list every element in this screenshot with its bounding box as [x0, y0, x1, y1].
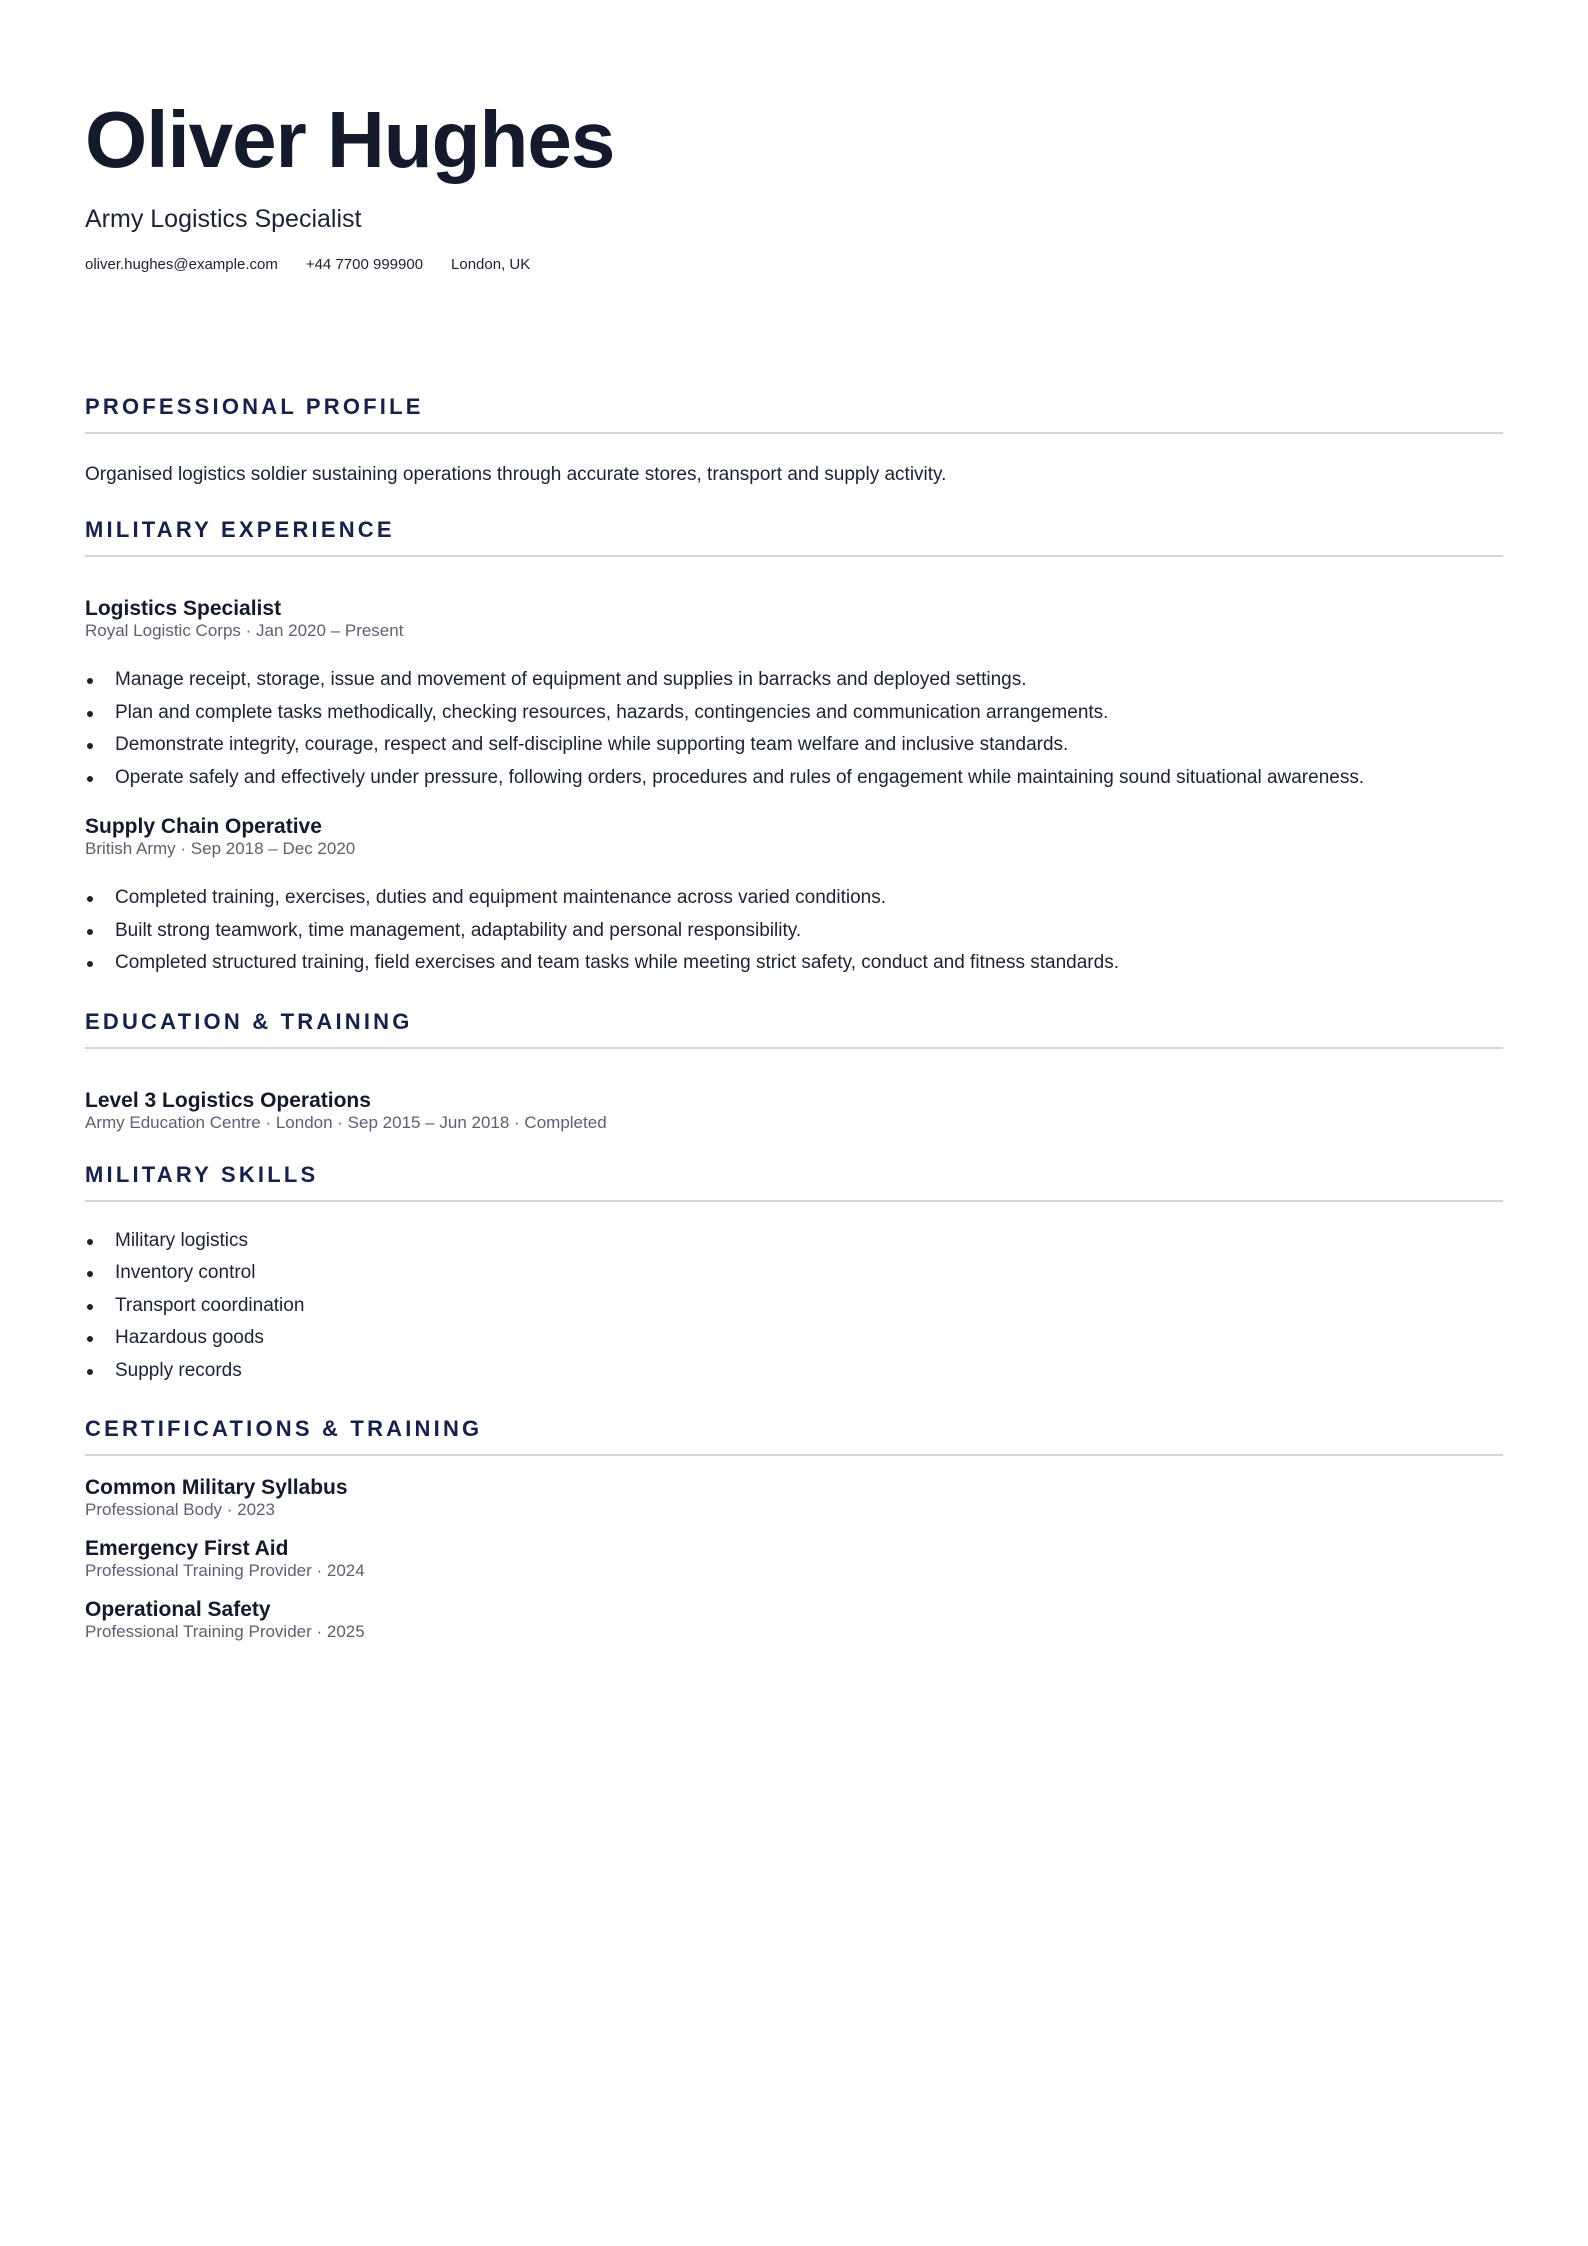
- experience-entry: [85, 597, 1503, 794]
- contact-location: London, UK: [451, 256, 531, 273]
- certification-entry: [85, 1598, 1503, 1642]
- skill-item: Hazardous goods: [85, 1322, 1503, 1355]
- job-bullet: Completed structured training, field exercises and team tasks while meeting strict safety, conduct and fitness standards.: [85, 947, 1503, 980]
- skill-item: Transport coordination: [85, 1290, 1503, 1323]
- profile-summary: Organised logistics soldier sustaining operations through accurate stores, transport and supply activity.: [85, 464, 947, 485]
- experience-section: [85, 516, 1503, 980]
- candidate-name: Oliver Hughes: [85, 95, 615, 184]
- certification-meta: Professional Body · 2023: [85, 1500, 275, 1519]
- job-bullet: Manage receipt, storage, issue and movement of equipment and supplies in barracks and deployed settings.: [85, 664, 1503, 697]
- qualification-meta: Army Education Centre · London · Sep 2015 – Jun 2018 · Completed: [85, 1112, 607, 1132]
- contact-phone[interactable]: +44 7700 999900: [305, 256, 424, 273]
- certification-name: Common Military Syllabus: [85, 1476, 348, 1499]
- resume-header: [85, 0, 1503, 275]
- candidate-headline: Army Logistics Specialist: [85, 205, 362, 233]
- skills-list: [85, 1225, 1503, 1388]
- job-bullet: Plan and complete tasks methodically, checking resources, hazards, contingencies and communication arrangements.: [85, 697, 1503, 730]
- section-title-education: EDUCATION & TRAINING: [85, 1008, 1503, 1049]
- job-bullet: Built strong teamwork, time management, adaptability and personal responsibility.: [85, 915, 1503, 948]
- education-section: [85, 1008, 1503, 1133]
- job-meta: British Army · Sep 2018 – Dec 2020: [85, 839, 356, 858]
- skill-item: Inventory control: [85, 1257, 1503, 1290]
- skill-item: Military logistics: [85, 1225, 1503, 1258]
- job-title: Supply Chain Operative: [85, 815, 322, 838]
- job-bullets: [85, 882, 1503, 980]
- certification-meta: Professional Training Provider · 2025: [85, 1622, 365, 1641]
- certification-meta: Professional Training Provider · 2024: [85, 1561, 365, 1580]
- experience-entry: [85, 815, 1503, 980]
- certifications-section: [85, 1415, 1503, 1642]
- qualification-name: Level 3 Logistics Operations: [85, 1088, 371, 1112]
- certification-name: Emergency First Aid: [85, 1537, 289, 1560]
- skill-item: Supply records: [85, 1355, 1503, 1388]
- certification-name: Operational Safety: [85, 1598, 271, 1621]
- certification-entry: [85, 1537, 1503, 1581]
- skills-section: [85, 1161, 1503, 1388]
- job-meta: Royal Logistic Corps · Jan 2020 – Present: [85, 621, 404, 640]
- job-bullet: Completed training, exercises, duties and equipment maintenance across varied conditions.: [85, 882, 1503, 915]
- certification-entry: [85, 1476, 1503, 1520]
- section-title-experience: MILITARY EXPERIENCE: [85, 516, 1503, 557]
- job-bullet: Demonstrate integrity, courage, respect and self-discipline while supporting team welfare and inclusive standards.: [85, 729, 1503, 762]
- job-bullets: [85, 664, 1503, 794]
- section-title-profile: PROFESSIONAL PROFILE: [85, 393, 1503, 434]
- job-title: Logistics Specialist: [85, 597, 282, 620]
- job-bullet: Operate safely and effectively under pressure, following orders, procedures and rules of engagement while maintaining sound situational awareness.: [85, 762, 1503, 795]
- contact-email[interactable]: oliver.hughes@example.com: [85, 256, 278, 273]
- contact-row: [85, 255, 1503, 275]
- section-title-certifications: CERTIFICATIONS & TRAINING: [85, 1415, 1503, 1456]
- education-entry: [85, 1089, 1503, 1133]
- profile-section: [85, 393, 1503, 488]
- section-title-skills: MILITARY SKILLS: [85, 1161, 1503, 1202]
